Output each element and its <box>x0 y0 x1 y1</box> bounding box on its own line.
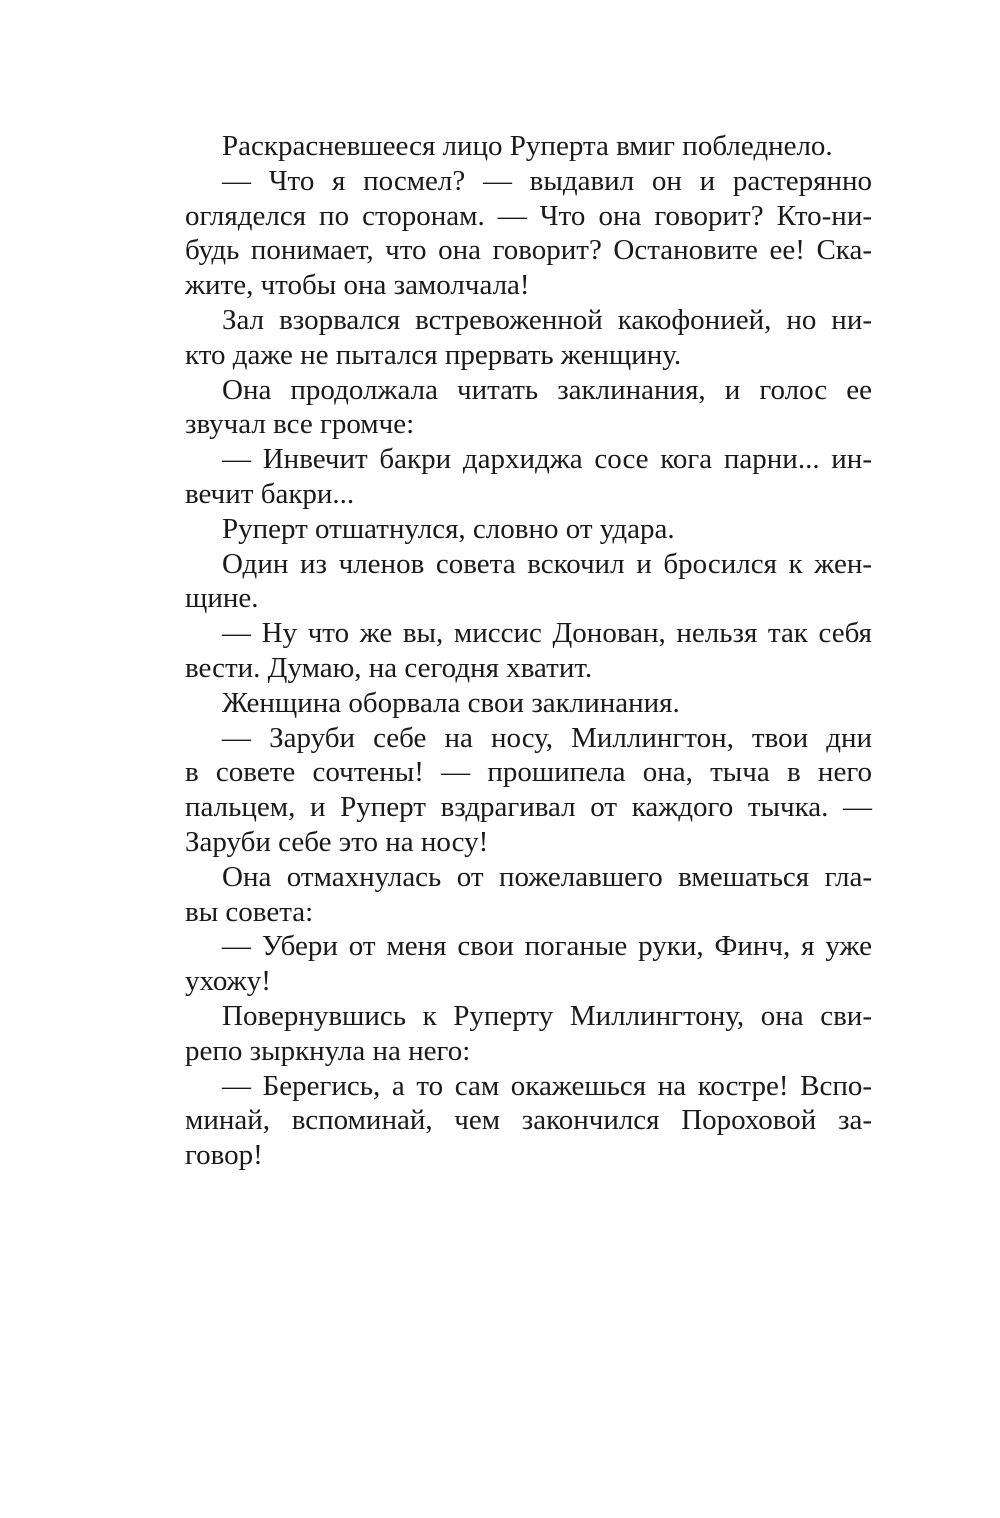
text-line: — Заруби себе на носу, Миллингтон, твои дни <box>222 721 872 754</box>
text-line: щине. <box>185 582 259 615</box>
text-line: Один из членов совета вскочил и бросился к жен- <box>222 547 872 580</box>
body-text <box>185 129 872 1173</box>
text-line: вы совета: <box>185 895 314 928</box>
text-line: Женщина оборвала свои заклинания. <box>222 686 680 719</box>
text-line: Она продолжала читать заклинания, и голос ее <box>222 373 872 406</box>
text-line: вести. Думаю, на сегодня хватит. <box>185 651 593 684</box>
text-line: вечит бакри... <box>185 477 355 510</box>
text-line: — Убери от меня свои поганые руки, Финч, я уже <box>222 930 872 963</box>
text-line: огляделся по сторонам. — Что она говорит? Кто-ни- <box>185 199 872 232</box>
text-line: пальцем, и Руперт вздрагивал от каждого тычка. — <box>185 791 872 824</box>
text-line: репо зыркнула на него: <box>185 1034 471 1067</box>
text-line: кто даже не пытался прервать женщину. <box>185 338 682 371</box>
text-line: Заруби себе это на носу! <box>185 825 489 858</box>
text-line: ухожу! <box>185 965 271 998</box>
text-line: в совете сочтены! — прошипела она, тыча в него <box>185 756 872 789</box>
text-line: Она отмахнулась от пожелавшего вмешаться гла- <box>222 860 872 893</box>
text-line: говор! <box>185 1139 263 1172</box>
text-line: — Берегись, а то сам окажешься на костре! Вспо- <box>222 1069 872 1102</box>
text-line: звучал все громче: <box>185 408 415 441</box>
text-line: будь понимает, что она говорит? Остановите ее! Ска- <box>185 234 872 267</box>
text-line: Зал взорвался встревоженной какофонией, но ни- <box>222 303 872 336</box>
text-line: минай, вспоминай, чем закончился Пороховой за- <box>185 1104 872 1137</box>
text-line: Руперт отшатнулся, словно от удара. <box>222 512 675 545</box>
text-line: — Ну что же вы, миссис Донован, нельзя так себя <box>222 617 872 650</box>
text-line: Раскрасневшееся лицо Руперта вмиг побледнело. <box>222 130 833 162</box>
text-line: — Что я посмел? — выдавил он и растерянно <box>222 164 872 197</box>
text-line: — Инвечит бакри дархиджа сосе кога парни... ин- <box>222 443 872 476</box>
text-line: жите, чтобы она замолчала! <box>185 269 530 302</box>
text-line: Повернувшись к Руперту Миллингтону, она сви- <box>222 999 872 1032</box>
